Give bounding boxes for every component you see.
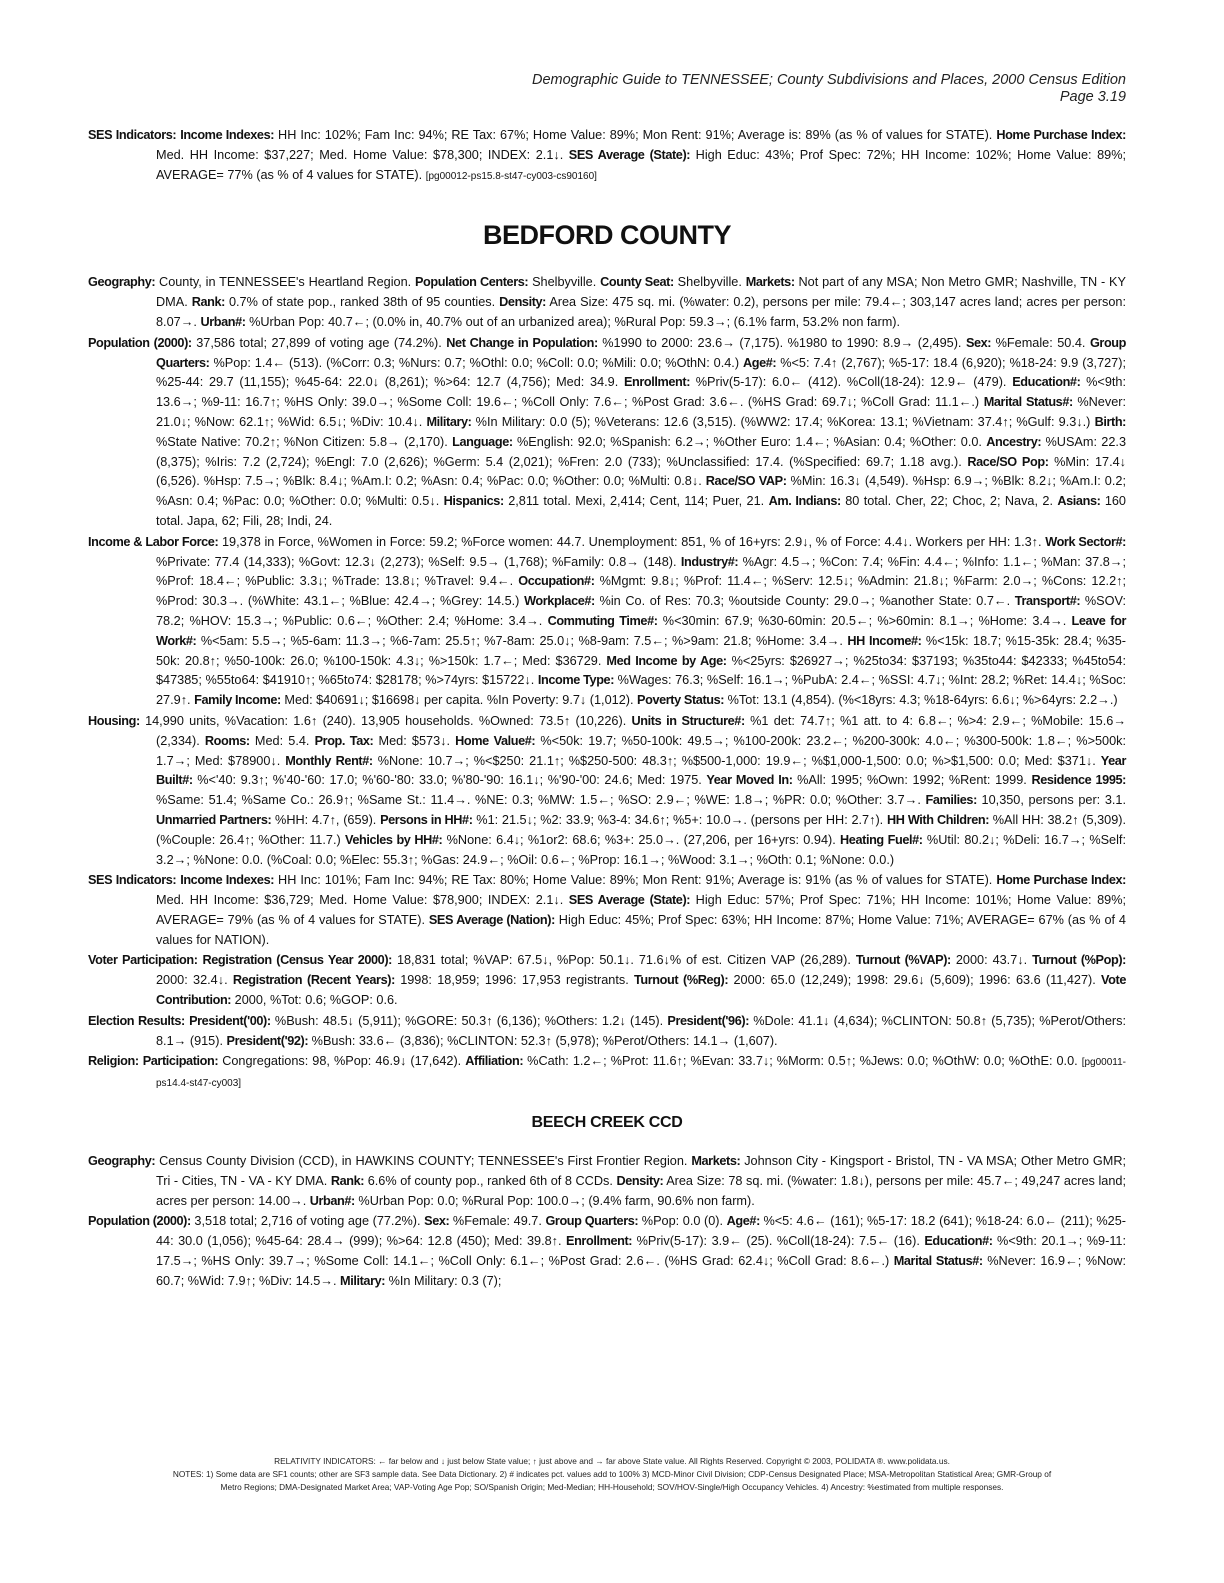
field-label: Unmarried Partners: [156, 812, 272, 827]
field-value: HH Inc: 102%; Fam Inc: 94%; RE Tax: 67%; Home Value: 89%; Mon Rent: 91%; Average is: 89% (as % of values for STATE). [274, 128, 997, 142]
field-label: Group Quarters: [156, 335, 1126, 370]
field-label: Affiliation: [465, 1054, 524, 1069]
field-label: Geography: [88, 275, 156, 290]
field-label: Home Value#: [455, 733, 536, 748]
field-label: Workplace#: [524, 594, 595, 609]
field-label: Industry#: [680, 554, 739, 569]
field-label: Urban#: [200, 314, 246, 329]
page-number: Page 3.19 [1059, 89, 1126, 105]
page-footer [60, 1455, 1164, 1494]
field-value: High Educ: 43%; Prof Spec: 72%; HH Income: 102%; Home Value: 89%; AVERAGE= 77% (as % of 4 values for STATE). [156, 147, 1126, 182]
field-label: Marital Status#: [893, 1254, 983, 1269]
field-label: Income Indexes: [180, 873, 275, 888]
data-paragraph [88, 533, 1126, 711]
field-value: Shelbyville. [528, 275, 601, 290]
field-label: Income & Labor Force: [88, 534, 219, 549]
field-label: Units in Structure#: [631, 713, 745, 728]
field-value: Congregations: 98, %Pop: 46.9↓ (17,642). [218, 1054, 466, 1069]
field-label: Rank: [330, 1173, 365, 1188]
field-label: Enrollment: [623, 375, 691, 390]
field-value: %Bush: 33.6← (3,836); %CLINTON: 52.3↑ (5,978); %Perot/Others: 14.1→ (1,607). [308, 1033, 778, 1048]
field-value: %Util: 80.2↓; %Deli: 16.7→; %Self: 3.2→; %None: 0.0. (%Coal: 0.0; %Elec: 55.3↑; %Gas: 24.9←; %Oil: 0.6←; %Prop: 16.1→; %Wood: 3.1→; %Oth: 0.1; %None: 0.0.) [156, 832, 1126, 867]
field-label: Age#: [726, 1214, 760, 1229]
field-label: President('92): [226, 1033, 309, 1048]
field-value: 2000: 43.7↓. [950, 953, 1033, 968]
field-value: Area Size: 78 sq. mi. (%water: 1.8↓), persons per mile: 45.7←; 49,247 acres land; acres per person: 14.00→. [156, 1173, 1126, 1208]
field-value: %<9th: 20.1→; %9-11: 17.5→; %HS Only: 39.7→; %Some Coll: 14.1←; %Coll Only: 6.1←; %Post Grad: 2.6←. (%HS Grad: 62.4↓; %Coll Grad: 8.6←.) [156, 1234, 1127, 1269]
field-value: Med. HH Income: $37,227; Med. Home Value: $78,300; INDEX: 2.1↓. [156, 147, 569, 162]
field-value: 2,811 total. Mexi, 2,414; Cent, 114; Puer, 21. [503, 494, 769, 509]
footer-notes: NOTES: 1) Some data are SF1 counts; other are SF3 sample data. See Data Dictionary. 2) # indicates pct. values add to 100% 3) MCD-Minor Civil Division; CDP-Census Designated Place; MSA-Metropolitan Statistical Area; GMR-Group of [172, 1469, 1052, 1479]
field-value: High Educ: 57%; Prof Spec: 71%; HH Income: 101%; Home Value: 89%; AVERAGE= 79% (as % of 4 values for STATE). [156, 893, 1126, 927]
field-label: Commuting Time#: [547, 613, 658, 628]
subdivision-profile [88, 1152, 1126, 1292]
field-value: %<5: 7.4↑ (2,767); %5-17: 18.4 (6,920); %18-24: 9.9 (3,727); %25-44: 29.7 (11,155); %45-64: 22.0↓ (8,261); %>64: 12.7 (4,756); Med: 34.9. [156, 355, 1126, 390]
top-ses-block [88, 126, 1126, 186]
field-value: HH Inc: 101%; Fam Inc: 94%; RE Tax: 80%; Home Value: 89%; Mon Rent: 91%; Average is: 91% (as % of values for STATE). [274, 873, 997, 888]
field-value: Census County Division (CCD), in HAWKINS COUNTY; TENNESSEE's First Frontier Region. [155, 1154, 692, 1169]
data-paragraph [88, 334, 1126, 532]
field-value: Med: $40691↓; $16698↓ per capita. %In Poverty: 9.7↓ (1,012). [280, 693, 638, 708]
field-value: %<15k: 18.7; %15-35k: 28.4; %35-50k: 20.8↑; %50-100k: 26.0; %100-150k: 4.3↓; %>150k: 1.7←; Med: $36729. [156, 633, 1127, 668]
field-label: Voter Participation: [88, 953, 198, 968]
field-value: %Agr: 4.5→; %Con: 7.4; %Fin: 4.4←; %Info: 1.1←; %Man: 37.8→; %Prof: 18.4←; %Public: 3.3↓; %Trade: 13.8↓; %Travel: 9.4←. [156, 554, 1127, 589]
field-value: 80 total. Cher, 22; Choc, 2; Nava, 2. [840, 494, 1058, 509]
field-value: %None: 6.4↓; %1or2: 68.6; %3+: 25.0→. (27,206, per 16+yrs: 0.94). [442, 832, 841, 847]
field-label: Year Moved In: [706, 773, 793, 788]
county-title: BEDFORD COUNTY [483, 220, 731, 251]
field-label: Rooms: [204, 733, 250, 748]
field-value: %Urban Pop: 0.0; %Rural Pop: 100.0→; (9.4% farm, 90.6% non farm). [354, 1193, 755, 1208]
field-label: County Seat: [600, 275, 674, 290]
data-paragraph [88, 1012, 1126, 1052]
field-value: %<25yrs: $26927→; %25to34: $37193; %35to44: $42333; %45to54: $47385; %55to64: $41910↑; %65to74: $28178; %>74yrs: $15722↓. [156, 653, 1126, 688]
field-value: %1990 to 2000: 23.6→ (7,175). %1980 to 1990: 8.9→ (2,495). [597, 335, 966, 350]
field-label: SES Average (State): [568, 147, 691, 162]
field-label: Military: [426, 414, 472, 429]
field-value: 1998: 18,959; 1996: 17,953 registrants. [394, 973, 634, 988]
field-label: Turnout (%Reg): [634, 973, 729, 988]
field-value: %In Military: 0.3 (7); [385, 1273, 502, 1288]
field-value: %Priv(5-17): 6.0← (412). %Coll(18-24): 12.9← (479). [690, 375, 1013, 390]
field-value: Med: 5.4. [249, 733, 315, 748]
field-value: %Pop: 1.4← (513). (%Corr: 0.3; %Nurs: 0.7; %Othl: 0.0; %Coll: 0.0; %Mili: 0.0; %OthN: 0.4.) [209, 355, 743, 370]
field-value: 0.7% of state pop., ranked 38th of 95 counties. [224, 295, 500, 310]
data-paragraph [88, 871, 1126, 950]
field-value: 18,831 total; %VAP: 67.5↓, %Pop: 50.1↓. 71.6↓% of est. Citizen VAP (26,289). [391, 953, 856, 968]
field-value: Area Size: 475 sq. mi. (%water: 0.2), persons per mile: 79.4←; 303,147 acres land; acres per person: 8.07→. [156, 295, 1126, 329]
data-paragraph [88, 1212, 1126, 1291]
field-value: %1: 21.5↓; %2: 33.9; %3-4: 34.6↑; %5+: 10.0→. (persons per HH: 2.7↑). [472, 812, 887, 827]
field-value: %Wages: 76.3; %Self: 16.1→; %PubA: 2.4←; %SSI: 4.7↓; %Int: 28.2; %Ret: 14.4↓; %Soc: 27.9↑. [156, 673, 1127, 708]
field-label: Transport#: [1014, 594, 1081, 609]
field-value: %Dole: 41.1↓ (4,634); %CLINTON: 50.8↑ (5,735); %Perot/Others: 8.1→ (915). [156, 1013, 1126, 1048]
field-label: HH Income#: [847, 633, 922, 648]
field-label: Density: [499, 295, 547, 310]
field-label: Enrollment: [566, 1234, 633, 1249]
field-value: 2000: 32.4↓. [156, 973, 233, 988]
field-value: %None: 10.7→; %<$250: 21.1↑; %$250-500: 48.3↑; %$500-1,000: 19.9←; %$1,000-1,500: 0.0; %>$1,500: 0.0; Med: $371↓. [372, 753, 1101, 768]
field-label: Residence 1995: [1031, 773, 1126, 788]
field-label: Birth: [1094, 414, 1127, 429]
field-value: %Never: 16.9←; %Now: 60.7; %Wid: 7.9↑; %Div: 14.5→. [156, 1254, 1126, 1288]
field-label: Poverty Status: [637, 693, 725, 708]
header-title: Demographic Guide to TENNESSEE; County Subdivisions and Places, 2000 Census Edition [531, 72, 1126, 88]
field-value: Med. HH Income: $36,729; Med. Home Value: $78,900; INDEX: 2.1↓. [156, 893, 569, 908]
field-value: %Bush: 48.5↓ (5,911); %GORE: 50.3↑ (6,136); %Others: 1.2↓ (145). [270, 1013, 668, 1028]
data-paragraph [88, 712, 1126, 870]
field-label: Occupation#: [518, 574, 595, 589]
footer-notes-cont: Metro Regions; DMA-Designated Market Area; VAP-Voting Age Pop; SO/Spanish Origin; Med-Median; HH-Household; SOV/HOV-Single/High Occupancy Vehicles. 4) Ancestry: %estimated from multiple responses. [220, 1482, 1004, 1492]
field-value: 160 total. Japa, 62; Fili, 28; Indi, 24. [156, 494, 1126, 528]
field-label: Persons in HH#: [380, 812, 473, 827]
field-label: Military: [340, 1273, 386, 1288]
field-label: Marital Status#: [983, 395, 1073, 410]
field-label: Income Type: [537, 673, 615, 688]
field-label: Population (2000): [88, 335, 192, 350]
field-label: Election Results: [88, 1013, 185, 1028]
field-value: 10,350, persons per: 3.1. [976, 793, 1127, 808]
field-label: Families: [925, 793, 977, 808]
field-value: %<5am: 5.5→; %5-6am: 11.3→; %6-7am: 25.5↑; %7-8am: 25.0↓; %8-9am: 7.5←; %>9am: 21.8; %Home: 3.4→. [196, 633, 848, 648]
field-label: Vehicles by HH#: [344, 832, 443, 847]
data-paragraph [88, 1052, 1126, 1094]
field-label: Race/SO VAP: [705, 474, 787, 489]
field-value: 2000: 65.0 (12,249); 1998: 29.6↓ (5,609); 1996: 63.6 (11,427). [728, 973, 1102, 988]
field-label: Leave for Work#: [156, 613, 1126, 648]
field-label: SES Average (Nation): [428, 912, 555, 927]
field-value: %Min: 17.4↓ (6,526). %Hsp: 7.5→; %Blk: 8.4↓; %Am.I: 0.2; %Asn: 0.4; %Pac: 0.0; %Other: 0.0; %Multi: 0.8↓. [156, 454, 1126, 489]
field-value: %<30min: 67.9; %30-60min: 20.5←; %>60min: 8.1→; %Home: 3.4→. [657, 613, 1072, 628]
source-reference: [pg00011-ps14.4-st47-cy003] [156, 1057, 1126, 1090]
field-value: %In Military: 0.0 (5); %Veterans: 12.6 (3,515). (%WW2: 17.4; %Korea: 13.1; %Vietnam: 37.4↑; %Gulf: 9.3↓.) [471, 414, 1095, 429]
field-label: Markets: [745, 275, 795, 290]
field-value: %in Co. of Res: 70.3; %outside County: 29.0→; %another State: 0.7←. [594, 594, 1015, 609]
field-value: %Cath: 1.2←; %Prot: 11.6↑; %Evan: 33.7↓; %Morm: 0.5↑; %Jews: 0.0; %OthW: 0.0; %OthE: 0.0. [523, 1054, 1082, 1069]
field-label: Sex: [965, 335, 992, 350]
field-value: 14,990 units, %Vacation: 1.6↑ (240). 13,905 households. %Owned: 73.5↑ (10,226). [139, 713, 632, 728]
field-value: %Mgmt: 9.8↓; %Prof: 11.4←; %Serv: 12.5↓; %Admin: 21.8↓; %Farm: 2.0→; %Cons: 12.2↑; %Prod: 30.3→. (%White: 43.1←; %Blue: 42.4→; %Grey: 14.5.) [156, 574, 1126, 609]
field-value: %All HH: 38.2↑ (5,309). (%Couple: 26.4↑; %Other: 11.7.) [156, 812, 1127, 847]
field-value: %All: 1995; %Own: 1992; %Rent: 1999. [792, 773, 1032, 788]
field-value: %Urban Pop: 40.7←; (0.0% in, 40.7% out of an urbanized area); %Rural Pop: 59.3→; (6.1% farm, 53.2% non farm). [245, 314, 901, 329]
field-value: %Tot: 13.1 (4,854). (%<18yrs: 4.3; %18-64yrs: 6.6↓; %>64yrs: 2.2→.) [724, 693, 1118, 708]
field-value: %Female: 49.7. [449, 1214, 546, 1229]
field-label: Education#: [1012, 375, 1081, 390]
field-value: %Private: 77.4 (14,333); %Govt: 12.3↓ (2,273); %Self: 9.5→ (1,768); %Family: 0.8→ (148). [156, 554, 681, 569]
data-paragraph [88, 126, 1126, 186]
page-content [88, 126, 1126, 1293]
field-label: Sex: [424, 1214, 450, 1229]
field-value: Not part of any MSA; Non Metro GMR; Nashville, TN - KY DMA. [156, 275, 1126, 310]
field-label: Participation: [142, 1054, 219, 1069]
field-label: Family Income: [194, 693, 281, 708]
field-value: 3,518 total; 2,716 of voting age (77.2%). [190, 1214, 425, 1229]
relativity-indicators: RELATIVITY INDICATORS: ← far below and ↓ just below State value; ↑ just above and → far above State value. All Rights Reserved. Copyright © 2003, POLIDATA ®. www.polidata.us. [274, 1456, 950, 1466]
field-label: Year Built#: [156, 753, 1126, 788]
field-label: Education#: [924, 1234, 993, 1249]
field-label: Population Centers: [414, 275, 529, 290]
field-label: Work Sector#: [1045, 534, 1126, 549]
field-value: %<'40: 9.3↑; %'40-'60: 17.0; %'60-'80: 33.0; %'80-'90: 16.1↓; %'90-'00: 24.6; Med: 1975. [192, 773, 707, 788]
data-paragraph [88, 1152, 1126, 1211]
field-value: Johnson City - Kingsport - Bristol, TN - VA MSA; Other Metro GMR; Tri - Cities, TN - VA - KY DMA. [156, 1154, 1127, 1188]
field-label: SES Indicators: [88, 873, 177, 888]
field-value: 19,378 in Force, %Women in Force: 59.2; %Force women: 44.7. Unemployment: 851, % of 16+yrs: 2.9↓, % of Force: 4.4↓. Workers per HH: 1.3↑. [218, 534, 1046, 549]
field-label: Ancestry: [986, 434, 1042, 449]
field-value: %State Native: 70.2↑; %Non Citizen: 5.8→ (2,170). [156, 434, 453, 449]
field-label: President('96): [667, 1013, 750, 1028]
field-label: Prop. Tax: [314, 733, 374, 748]
source-reference: [pg00012-ps15.8-st47-cy003-cs90160] [425, 170, 597, 182]
field-label: Income Indexes: [180, 128, 275, 142]
subdivision-title: BEECH CREEK CCD [531, 1114, 683, 1132]
field-value: 37,586 total; 27,899 of voting age (74.2%). [191, 335, 447, 350]
field-label: SES Average (State): [568, 893, 691, 908]
field-label: Language: [452, 434, 513, 449]
field-value: High Educ: 45%; Prof Spec: 63%; HH Income: 87%; Home Value: 71%; AVERAGE= 67% (as % of 4 values for NATION). [156, 912, 1126, 947]
field-label: Med Income by Age: [606, 653, 727, 668]
field-label: Registration (Census Year 2000): [202, 953, 392, 968]
field-label: Registration (Recent Years): [232, 973, 395, 988]
field-value: %English: 92.0; %Spanish: 6.2→; %Other Euro: 1.4←; %Asian: 0.4; %Other: 0.0. [512, 434, 987, 449]
field-label: Housing: [88, 713, 140, 728]
field-value: %HH: 4.7↑, (659). [271, 812, 381, 827]
field-value: %<50k: 19.7; %50-100k: 49.5→; %100-200k: 23.2←; %200-300k: 4.0←; %300-500k: 1.8←; %>500k: 1.7→; Med: $78900↓. [156, 733, 1127, 768]
field-value: %1 det: 74.7↑; %1 att. to 4: 6.8←; %>4: 2.9←; %Mobile: 15.6→ (2,334). [156, 713, 1127, 748]
field-label: Net Change in Population: [446, 335, 598, 350]
county-profile [88, 273, 1126, 1094]
field-value: %Pop: 0.0 (0). [638, 1214, 727, 1229]
field-value: Med: $573↓. [373, 733, 456, 748]
field-label: Asians: [1057, 494, 1101, 509]
page-header [532, 72, 1126, 106]
field-value: %SOV: 78.2; %HOV: 15.3→; %Public: 0.6←; %Other: 2.4; %Home: 3.4→. [156, 594, 1126, 628]
field-label: Markets: [691, 1154, 741, 1169]
field-label: Urban#: [309, 1193, 355, 1208]
field-label: Vote Contribution: [156, 973, 1126, 1008]
field-label: Am. Indians: [768, 494, 841, 509]
field-value: %<9th: 13.6→; %9-11: 16.7↑; %HS Only: 39.0→; %Some Coll: 19.6←; %Coll Only: 7.6←; %Post Grad: 3.6←. (%HS Grad: 69.7↓; %Coll Grad: 11.1←.) [156, 375, 1126, 410]
field-label: Monthly Rent#: [285, 753, 373, 768]
field-value: %USAm: 22.3 (8,375); %Iris: 7.2 (2,724); %Engl: 7.0 (2,626); %Germ: 5.4 (2,021); %Fren: 2.0 (733); %Unclassified: 17.4. (%Specified: 69.7; 1.18 avg.). [156, 434, 1126, 469]
field-label: Hispanics: [443, 494, 504, 509]
field-value: %Priv(5-17): 3.9← (25). %Coll(18-24): 7.5← (16). [632, 1234, 925, 1249]
data-paragraph [88, 951, 1126, 1010]
data-paragraph [88, 273, 1126, 332]
field-label: SES Indicators: [88, 128, 177, 142]
field-label: HH With Children: [886, 812, 990, 827]
field-value: %Min: 16.3↓ (4,549). %Hsp: 6.9→; %Blk: 8.2↓; %Am.I: 0.2; %Asn: 0.4; %Pac: 0.0; %Other: 0.0; %Multi: 0.5↓. [156, 474, 1126, 509]
field-label: Group Quarters: [545, 1214, 639, 1229]
field-value: 6.6% of county pop., ranked 6th of 8 CCDs. [364, 1173, 617, 1188]
field-label: Rank: [191, 295, 225, 310]
field-label: Race/SO Pop: [967, 454, 1049, 469]
field-label: Heating Fuel#: [840, 832, 923, 847]
field-value: County, in TENNESSEE's Heartland Region. [155, 275, 415, 290]
field-label: Home Purchase Index: [996, 128, 1126, 142]
field-value: %<5: 4.6← (161); %5-17: 18.2 (641); %18-24: 6.0← (211); %25-44: 30.0 (1,056); %45-64: 28.4→ (999); %>64: 12.8 (450); Med: 39.8↑. [156, 1214, 1126, 1249]
field-label: Density: [616, 1173, 664, 1188]
field-label: Age#: [743, 355, 777, 370]
field-label: Religion: [88, 1054, 139, 1069]
field-value: %Same: 51.4; %Same Co.: 26.9↑; %Same St.: 11.4→. %NE: 0.3; %MW: 1.5←; %SO: 2.9←; %WE: 1.8→; %PR: 0.0; %Other: 3.7→. [156, 793, 926, 808]
field-label: Geography: [88, 1154, 156, 1169]
field-value: %Never: 21.0↓; %Now: 62.1↑; %Wid: 6.5↓; %Div: 10.4↓. [156, 395, 1127, 429]
field-label: Turnout (%Pop): [1032, 953, 1126, 968]
field-label: Population (2000): [88, 1214, 191, 1229]
field-label: Turnout (%VAP): [855, 953, 951, 968]
field-label: President('00): [189, 1013, 271, 1028]
field-value: Shelbyville. [673, 275, 746, 290]
field-value: %Female: 50.4. [991, 335, 1090, 350]
field-value: 2000, %Tot: 0.6; %GOP: 0.6. [231, 993, 398, 1008]
field-label: Home Purchase Index: [996, 873, 1126, 888]
